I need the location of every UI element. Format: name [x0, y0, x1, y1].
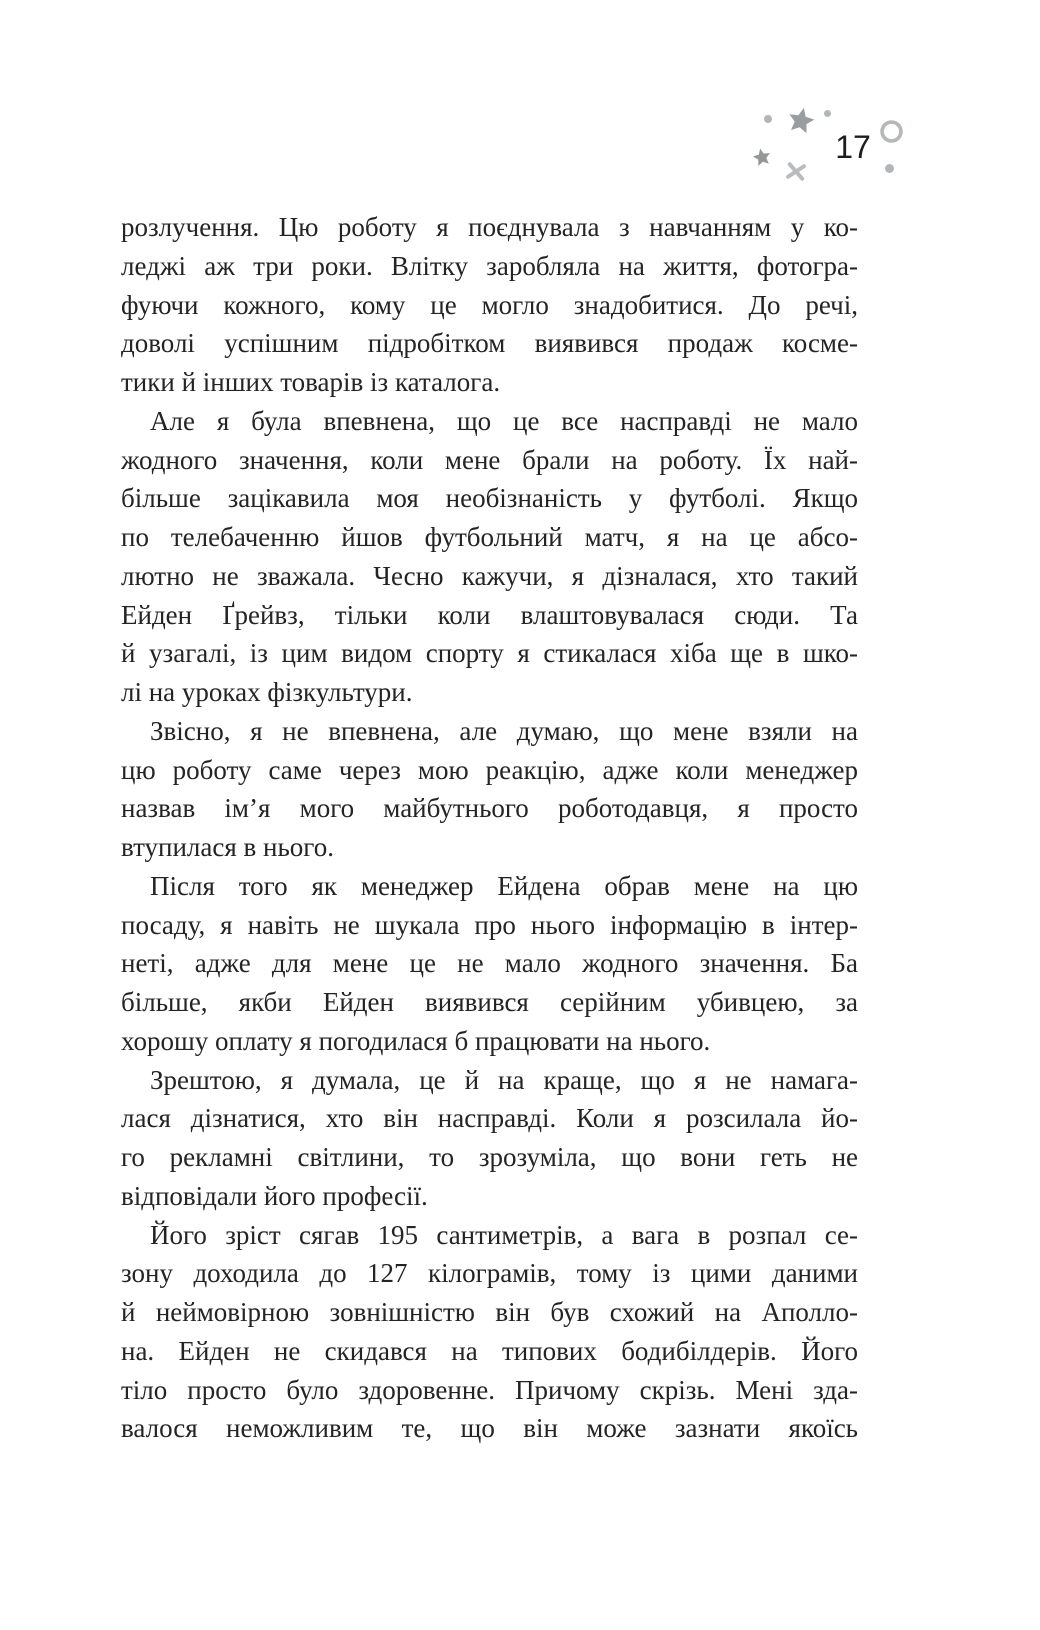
text-line: й узагалі, із цим видом спорту я стикалася хіба ще в шко-	[121, 638, 858, 669]
text-line: доволі успішним підробітком виявився продаж косме-	[121, 328, 858, 359]
text-line: посаду, я навіть не шукала про нього інформацію в інтер-	[121, 909, 858, 940]
dot-icon	[824, 110, 831, 117]
text-line: валося неможливим те, що він може зазнати якоїсь	[121, 1413, 858, 1444]
paragraph	[121, 712, 858, 867]
text-line: цю роботу саме через мою реакцію, адже коли менеджер	[121, 754, 858, 785]
text-line: більше, якби Ейден виявився серійним убивцею, за	[121, 987, 858, 1017]
text-line: тики й інших товарів із каталога.	[121, 367, 501, 397]
paragraph	[121, 1216, 858, 1449]
text-line: Ейден Ґрейвз, тільки коли влаштовувалася сюди. Та	[121, 599, 858, 630]
text-line: фуючи кожного, кому це могло знадобитися. До речі,	[121, 289, 858, 320]
paragraph	[121, 402, 858, 712]
text-line: втупилася в нього.	[121, 832, 334, 862]
star-icon	[783, 104, 818, 138]
text-line: го рекламні світлини, то зрозуміла, що вони геть не	[121, 1142, 858, 1172]
text-line: Його зріст сягав 195 сантиметрів, а вага в розпал се-	[150, 1219, 858, 1250]
circle-outline-icon	[880, 120, 903, 143]
page-number: 17	[835, 129, 871, 165]
x-mark-icon	[782, 159, 811, 183]
text-line: лася дізнатися, хто він насправді. Коли я розсилала йо-	[121, 1103, 858, 1134]
header-ornament	[0, 0, 1040, 200]
text-line: Зрештою, я думала, це й на краще, що я не намага-	[150, 1064, 858, 1095]
text-line: розлучення. Цю роботу я поєднувала з навчанням у ко-	[121, 212, 858, 242]
text-line: й неймовірною зовнішністю він був схожий на Аполло-	[121, 1297, 858, 1327]
text-line: Але я була впевнена, що це все насправді не мало	[150, 405, 858, 436]
paragraph	[121, 1061, 858, 1216]
text-line: більше зацікавила моя необізнаність у футболі. Якщо	[121, 483, 858, 514]
star-icon	[750, 146, 774, 169]
text-line: відповідали його професії.	[121, 1180, 428, 1211]
page-text	[121, 208, 858, 1448]
text-line: Після того як менеджер Ейдена обрав мене на цю	[150, 870, 858, 901]
text-line: неті, адже для мене це не мало жодного значення. Ба	[121, 948, 858, 979]
text-line: жодного значення, коли мене брали на роботу. Їх най-	[121, 444, 858, 475]
text-line: зону доходила до 127 кілограмів, тому із цими даними	[121, 1258, 858, 1289]
paragraph	[121, 208, 858, 402]
text-line: лі на уроках фізкультури.	[121, 677, 413, 707]
text-line: хорошу оплату я погодилася б працювати на нього.	[121, 1025, 711, 1056]
text-line: лютно не зважала. Чесно кажучи, я дізналася, хто такий	[121, 560, 858, 591]
text-line: на. Ейден не скидався на типових бодибілдерів. Його	[121, 1335, 858, 1366]
dot-icon	[764, 115, 772, 123]
text-line: тіло просто було здоровенне. Причому скрізь. Мені зда-	[121, 1374, 858, 1405]
text-line: Звісно, я не впевнена, але думаю, що мене взяли на	[150, 715, 858, 746]
text-line: по телебаченню йшов футбольний матч, я на це абсо-	[121, 522, 858, 552]
text-line: назвав ім’я мого майбутнього роботодавця, я просто	[121, 793, 858, 824]
text-line: леджі аж три роки. Влітку заробляла на життя, фотогра-	[121, 250, 858, 281]
dot-icon	[885, 164, 894, 173]
paragraph	[121, 867, 858, 1061]
